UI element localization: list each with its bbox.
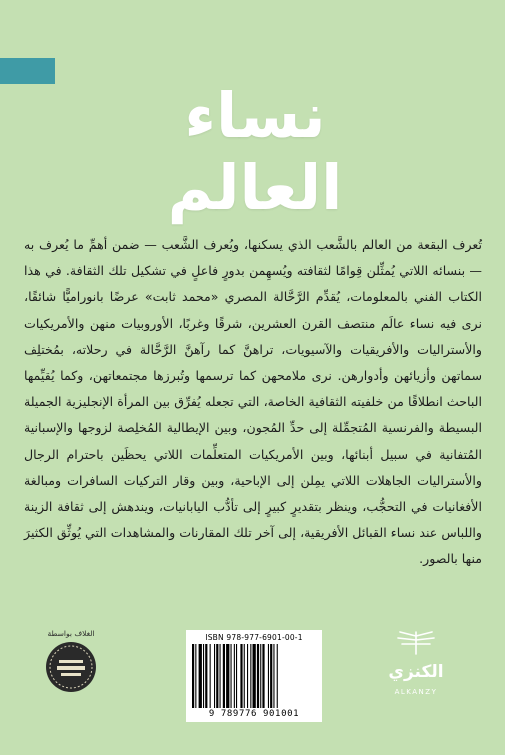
title-line-1: نساء — [184, 79, 326, 152]
isbn-barcode — [186, 630, 322, 722]
barcode-bars — [192, 644, 316, 708]
designer-seal-icon — [45, 641, 97, 693]
publisher-name-arabic: الكنزي — [388, 662, 444, 682]
cover-credit-label: الغلاف بواسطة — [47, 629, 95, 638]
book-description: تُعرف البقعة من العالم بالشَّعب الذي يسكنها، ويُعرف الشَّعب — ضمن أهمِّ ما يُعرف به — بنسائه اللاتي يُمثِّلن قِوامًا لثقافته ويُسهِمن بدورٍ فاعلٍ في تشكيل تلك الثقافة. في هذا الكتاب الفني بالمعلومات، يُقدِّم الرَّحَّالة المصري «محمد ثابت» عرضًا بانوراميًّا شائقًا، نرى فيه نساء عالَم منتصف القرن العشرين، شرقًا وغربًا، الأوروبيات منهن والأمريكيات والأستراليات والأفريقيات والآسيويات، تراهنَّ كما رآهنَّ الرَّحَّالة في رحلاته، بمُختلِف سماتهن وأزيائهن وأدوارهن. نرى ملامحهن كما ترسمها وتُبرزها مجتمعاتهن، وكما يُقيِّمها الباحث انطلاقًا من خلفيته الثقافية الخاصة، التي تجعله يُفرِّق بين المرأة الإنجليزية الجميلة البسيطة والفرنسية المُتجمِّلة إلى حدِّ المُجون، وبين الإيطالية المُخلِصة لزوجها والإسبانية المُتفانية في سبيل أبنائها، وبين الأمريكيات المتعلِّمات اللاتي يحظَين باحترام الرجال والأستراليات الجاهلات اللاتي يمِلن إلى الإباحية، وبين وقار التركيات السافرات ومبالغة الأفغانيات في التحجُّب، وينظر بتقديرٍ كبيرٍ إلى تأدُّب اليابانيات، ويندهش إلى ثقافة الزينة واللباس عند نساء القبائل الأفريقية، إلى آخر تلك المقارنات والمشاهدات التي يُوثِّق الكثيرَ منها بالصور. — [24, 237, 482, 567]
accent-tab — [0, 58, 55, 84]
title-line-2: العالم — [167, 151, 343, 224]
isbn-label: ISBN 978-977-6901-00-1 — [205, 633, 303, 642]
barcode-digits: 9 789776 901001 — [208, 709, 300, 719]
book-title — [150, 80, 360, 230]
publisher-name-latin: ALKANZY — [394, 688, 438, 696]
wings-icon — [394, 630, 438, 656]
publisher-logo — [376, 630, 456, 730]
